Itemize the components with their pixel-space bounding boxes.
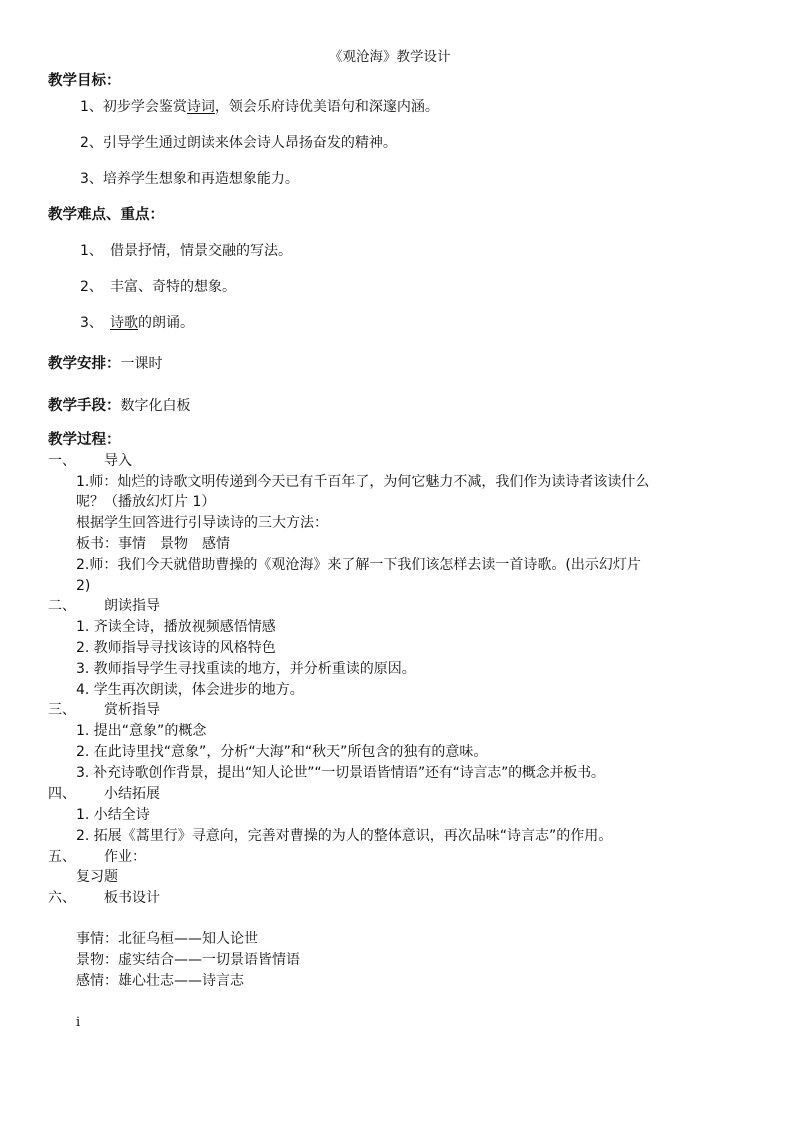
section-5-num: 五、: [48, 849, 76, 865]
arrangement-value: 一课时: [120, 356, 163, 372]
board-line-3: 感情：雄心壮志——诗言志: [76, 973, 244, 989]
keypoints-heading: 教学难点、重点：: [48, 207, 164, 223]
objective-item-2: 2、引导学生通过朗读来体会诗人昂扬奋发的精神。: [80, 135, 397, 151]
process-heading: 教学过程：: [48, 432, 121, 448]
means-line: [48, 397, 191, 415]
section-5-body: 复习题: [76, 869, 118, 885]
section-2-item-3: 3. 教师指导学生寻找重读的地方，并分析重读的原因。: [76, 661, 416, 677]
section-3-num: 三、: [48, 702, 76, 718]
keypoint-2-text: 丰富、奇特的想象。: [110, 279, 236, 295]
page-title: 《观沧海》教学设计: [329, 49, 451, 65]
section-1-num: 一、: [48, 453, 76, 469]
section-1-para-1b: 呢？（播放幻灯片 1）: [76, 494, 216, 510]
section-3-item-2: 2. 在此诗里找“意象”，分析“大海”和“秋天”所包含的独有的意味。: [76, 744, 488, 760]
section-3-item-3: 3. 补充诗歌创作背景，提出“知人论世”“一切景语皆情语”还有“诗言志”的概念并板书。: [76, 765, 605, 781]
keypoint-item-3: [80, 314, 194, 332]
keypoint-item-2: [80, 278, 236, 296]
section-2-item-1: 1. 齐读全诗，播放视频感悟情感: [76, 619, 276, 635]
section-4-item-2: 2. 拓展《蒿里行》寻意向，完善对曹操的为人的整体意识，再次品味“诗言志”的作用。: [76, 828, 613, 844]
section-2-title: 朗读指导: [104, 598, 160, 614]
keypoint-3-suffix: 的朗诵。: [138, 315, 194, 331]
objective-item-3: 3、培养学生想象和再造想象能力。: [80, 171, 299, 187]
section-5-title: 作业：: [104, 849, 146, 865]
means-value: 数字化白板: [120, 398, 191, 414]
board-line-2: 景物：虚实结合——一切景语皆情语: [76, 952, 300, 968]
page-mark: i: [76, 1015, 81, 1030]
section-4-title: 小结拓展: [104, 786, 160, 802]
objective-item-1: [80, 98, 439, 116]
section-1-para-4b: 2): [76, 578, 91, 594]
section-3-item-1: 1. 提出“意象”的概念: [76, 723, 207, 739]
section-2-item-4: 4. 学生再次朗读，体会进步的地方。: [76, 682, 304, 698]
keypoint-2-num: 2、: [80, 279, 103, 295]
section-4-num: 四、: [48, 786, 76, 802]
arrangement-label: 教学安排：: [48, 356, 121, 372]
keypoint-3-num: 3、: [80, 315, 103, 331]
section-1-para-4a: 2.师：我们今天就借助曹操的《观沧海》来了解一下我们该怎样去读一首诗歌。(出示幻灯片: [76, 557, 641, 573]
section-2-num: 二、: [48, 598, 76, 614]
means-label: 教学手段：: [48, 398, 121, 414]
section-1-para-2: 根据学生回答进行引导读诗的三大方法：: [76, 515, 328, 531]
section-1-para-3: 板书：事情 景物 感情: [76, 536, 230, 552]
section-6-title: 板书设计: [104, 890, 160, 906]
objective-1-suffix: ，领会乐府诗优美语句和深邃内涵。: [214, 99, 439, 115]
arrangement-line: [48, 355, 163, 373]
section-1-title: 导入: [104, 453, 132, 469]
section-3-title: 赏析指导: [104, 702, 160, 718]
objective-1-underlined: 诗词: [186, 99, 215, 115]
keypoint-item-1: [80, 242, 292, 260]
section-4-item-1: 1. 小结全诗: [76, 807, 150, 823]
keypoint-1-text: 借景抒情，情景交融的写法。: [110, 243, 292, 259]
objectives-heading: 教学目标：: [48, 73, 121, 89]
keypoint-3-underlined: 诗歌: [110, 315, 138, 331]
section-6-num: 六、: [48, 890, 76, 906]
section-2-item-2: 2. 教师指导寻找该诗的风格特色: [76, 640, 276, 656]
section-1-para-1a: 1.师：灿烂的诗歌文明传递到今天已有千百年了，为何它魅力不减，我们作为读诗者该读什么: [76, 474, 650, 490]
objective-1-prefix: 1、初步学会鉴赏: [80, 99, 187, 115]
board-line-1: 事情：北征乌桓——知人论世: [76, 931, 258, 947]
keypoint-1-num: 1、: [80, 243, 103, 259]
